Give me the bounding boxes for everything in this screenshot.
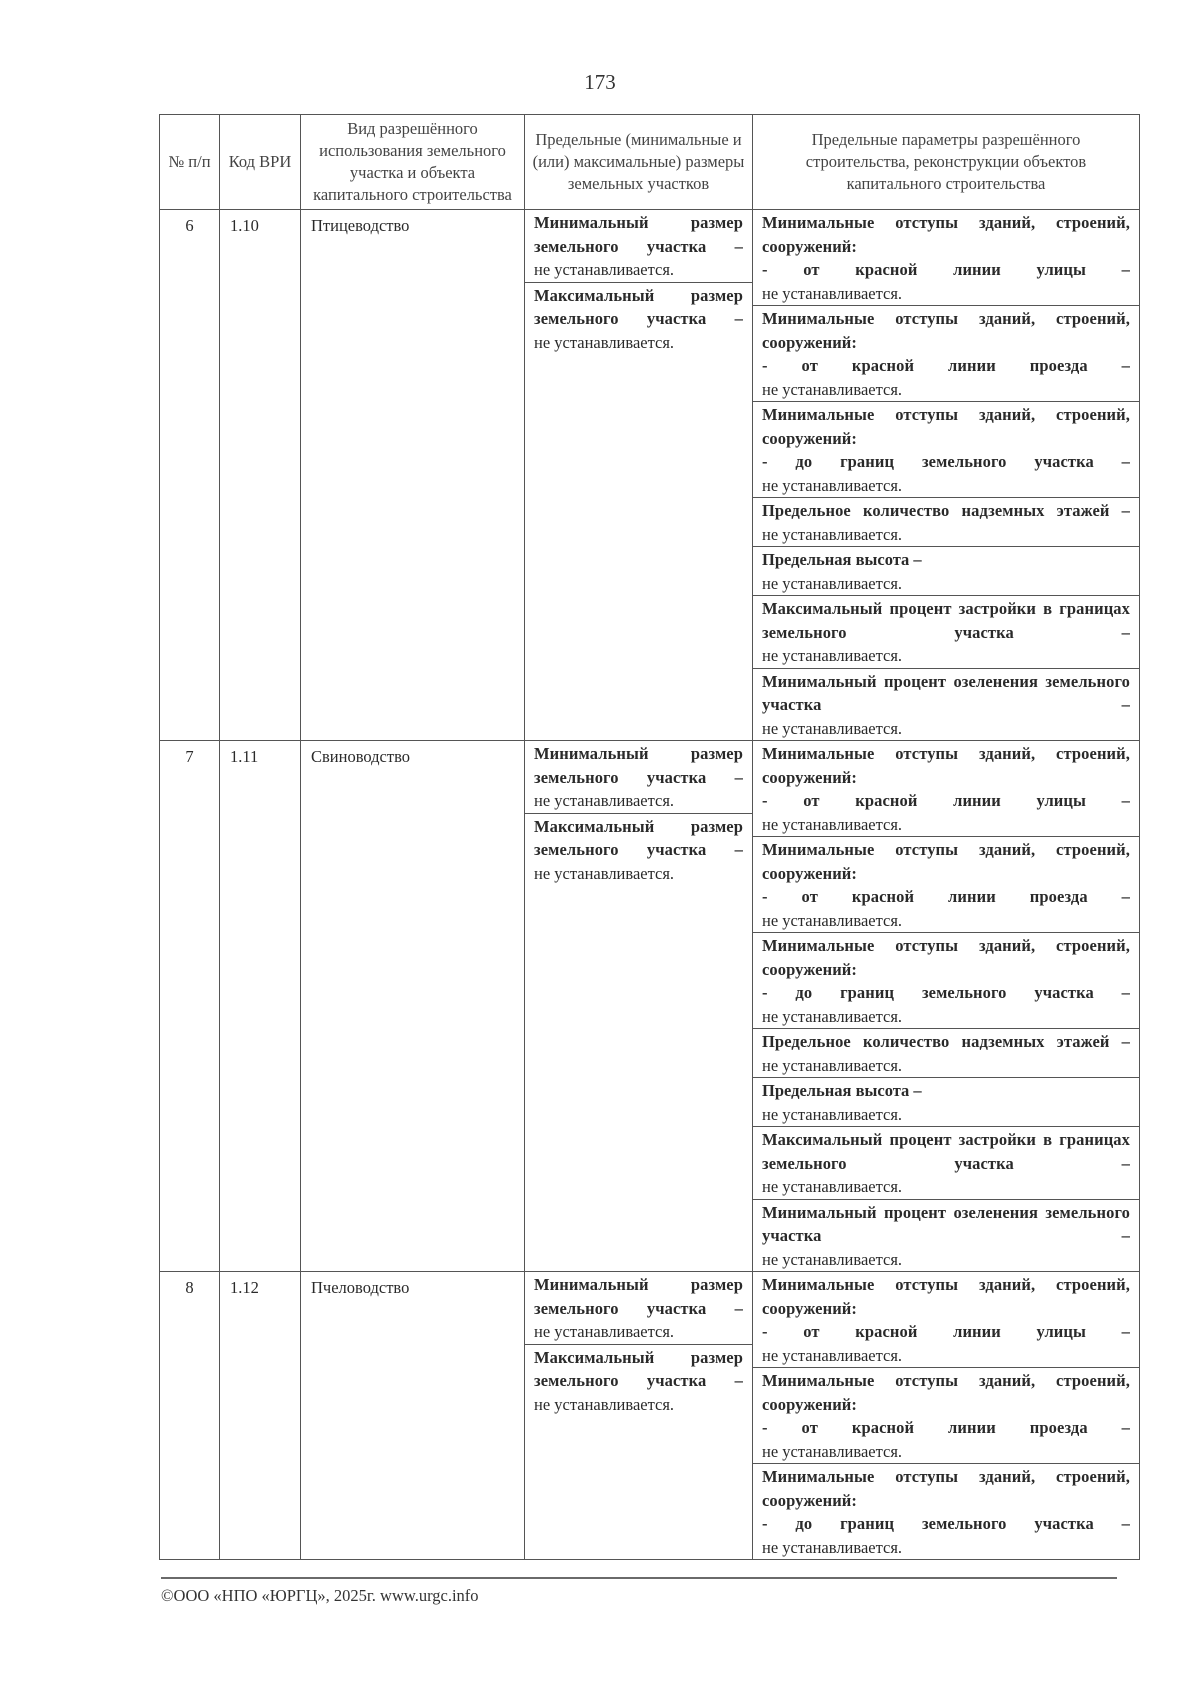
param-detail: - от красной линии проезда –	[762, 356, 1130, 375]
size-heading: Максимальный размер земельного участка –	[534, 285, 743, 328]
size-value: не устанавливается.	[534, 260, 675, 279]
row-number: 7	[160, 741, 220, 1272]
param-heading: Максимальный процент застройки в границах земельного участка –	[762, 1130, 1130, 1173]
param-entry	[753, 1368, 1139, 1464]
row-code: 1.11	[220, 741, 301, 1272]
param-entry	[753, 837, 1139, 933]
param-entry	[753, 1464, 1139, 1559]
param-entry	[753, 1029, 1139, 1078]
header-num: № п/п	[160, 115, 220, 210]
row-code: 1.12	[220, 1272, 301, 1560]
row-use-name: Свиноводство	[301, 741, 525, 1272]
row-use-name: Пчеловодство	[301, 1272, 525, 1560]
param-entry	[753, 1272, 1139, 1368]
param-detail: - до границ земельного участка –	[762, 983, 1130, 1002]
param-heading: Минимальные отступы зданий, строений, сооружений:	[762, 213, 1130, 256]
param-heading: Минимальные отступы зданий, строений, сооружений:	[762, 1371, 1130, 1414]
param-detail: - от красной линии проезда –	[762, 1418, 1130, 1437]
param-value: не устанавливается.	[762, 1055, 903, 1075]
footer-copyright: ©ООО «НПО «ЮРГЦ», 2025г. www.urgc.info	[161, 1586, 479, 1605]
size-value: не устанавливается.	[534, 791, 675, 810]
param-value: не устанавливается.	[762, 1177, 903, 1196]
row-params-cell	[753, 741, 1140, 1272]
size-entry	[525, 741, 752, 814]
param-value: не устанавливается.	[762, 910, 903, 930]
param-value: не устанавливается.	[762, 283, 903, 303]
size-value: не устанавливается.	[534, 863, 675, 883]
param-heading: Минимальные отступы зданий, строений, сооружений:	[762, 1275, 1130, 1318]
param-value: не устанавливается.	[762, 1104, 903, 1124]
param-entry	[753, 306, 1139, 402]
row-sizes-cell	[525, 210, 753, 741]
param-detail: - до границ земельного участка –	[762, 452, 1130, 471]
size-heading: Максимальный размер земельного участка –	[534, 816, 743, 859]
row-number: 8	[160, 1272, 220, 1560]
param-entry	[753, 1200, 1139, 1272]
param-entry	[753, 498, 1139, 547]
param-entry	[753, 210, 1139, 306]
param-value: не устанавливается.	[762, 573, 903, 593]
size-entry	[525, 814, 752, 886]
param-heading: Минимальные отступы зданий, строений, сооружений:	[762, 1467, 1130, 1510]
page-number: 173	[584, 70, 616, 94]
size-heading: Минимальный размер земельного участка –	[534, 744, 743, 787]
size-heading: Минимальный размер земельного участка –	[534, 213, 743, 256]
param-entry	[753, 741, 1139, 837]
param-heading: Предельное количество надземных этажей –	[762, 1032, 1130, 1051]
header-code: Код ВРИ	[220, 115, 301, 210]
param-heading: Минимальные отступы зданий, строений, сооружений:	[762, 309, 1130, 352]
header-use: Вид разрешённого использования земельного участка и объекта капитального строительства	[301, 115, 525, 210]
size-entry	[525, 283, 752, 355]
param-heading: Максимальный процент застройки в границах земельного участка –	[762, 599, 1130, 642]
param-detail: - от красной линии улицы –	[762, 260, 1130, 279]
size-value: не устанавливается.	[534, 1394, 675, 1414]
param-entry	[753, 547, 1139, 596]
param-value: не устанавливается.	[762, 718, 903, 738]
row-use-name: Птицеводство	[301, 210, 525, 741]
header-sizes: Предельные (минимальные и (или) максимальные) размеры земельных участков	[525, 115, 753, 210]
row-params-cell	[753, 1272, 1140, 1560]
param-value: не устанавливается.	[762, 1537, 903, 1557]
param-value: не устанавливается.	[762, 475, 903, 495]
param-heading: Минимальные отступы зданий, строений, сооружений:	[762, 840, 1130, 883]
row-number: 6	[160, 210, 220, 741]
size-entry	[525, 1272, 752, 1345]
param-detail: - до границ земельного участка –	[762, 1514, 1130, 1533]
table-row	[160, 741, 1140, 1272]
param-value: не устанавливается.	[762, 1345, 903, 1365]
param-heading: Минимальный процент озеленения земельного участка –	[762, 671, 1130, 714]
land-use-table	[159, 114, 1140, 1560]
param-value: не устанавливается.	[762, 379, 903, 399]
param-heading: Минимальные отступы зданий, строений, сооружений:	[762, 744, 1130, 787]
size-entry	[525, 210, 752, 283]
param-heading: Предельная высота –	[762, 550, 922, 569]
table-row	[160, 210, 1140, 741]
header-params: Предельные параметры разрешённого строительства, реконструкции объектов капитального строительства	[753, 115, 1140, 210]
table-header-row	[160, 115, 1140, 210]
param-entry	[753, 933, 1139, 1029]
param-detail: - от красной линии улицы –	[762, 791, 1130, 810]
param-heading: Минимальные отступы зданий, строений, сооружений:	[762, 405, 1130, 448]
row-params-cell	[753, 210, 1140, 741]
param-entry	[753, 402, 1139, 498]
row-sizes-cell	[525, 1272, 753, 1560]
param-value: не устанавливается.	[762, 1441, 903, 1461]
param-entry	[753, 596, 1139, 669]
param-heading: Минимальный процент озеленения земельного участка –	[762, 1202, 1130, 1245]
param-value: не устанавливается.	[762, 1249, 903, 1269]
row-sizes-cell	[525, 741, 753, 1272]
footer-divider	[161, 1577, 1117, 1579]
param-value: не устанавливается.	[762, 814, 903, 834]
table-row	[160, 1272, 1140, 1560]
param-heading: Предельное количество надземных этажей –	[762, 501, 1130, 520]
size-heading: Максимальный размер земельного участка –	[534, 1347, 743, 1390]
param-value: не устанавливается.	[762, 646, 903, 665]
param-entry	[753, 1127, 1139, 1200]
row-code: 1.10	[220, 210, 301, 741]
table-body	[160, 210, 1140, 1560]
param-heading: Минимальные отступы зданий, строений, сооружений:	[762, 936, 1130, 979]
param-value: не устанавливается.	[762, 1006, 903, 1026]
size-value: не устанавливается.	[534, 332, 675, 352]
size-value: не устанавливается.	[534, 1322, 675, 1341]
param-heading: Предельная высота –	[762, 1081, 922, 1100]
param-detail: - от красной линии проезда –	[762, 887, 1130, 906]
param-value: не устанавливается.	[762, 524, 903, 544]
param-entry	[753, 1078, 1139, 1127]
param-entry	[753, 669, 1139, 741]
size-entry	[525, 1345, 752, 1417]
param-detail: - от красной линии улицы –	[762, 1322, 1130, 1341]
size-heading: Минимальный размер земельного участка –	[534, 1275, 743, 1318]
